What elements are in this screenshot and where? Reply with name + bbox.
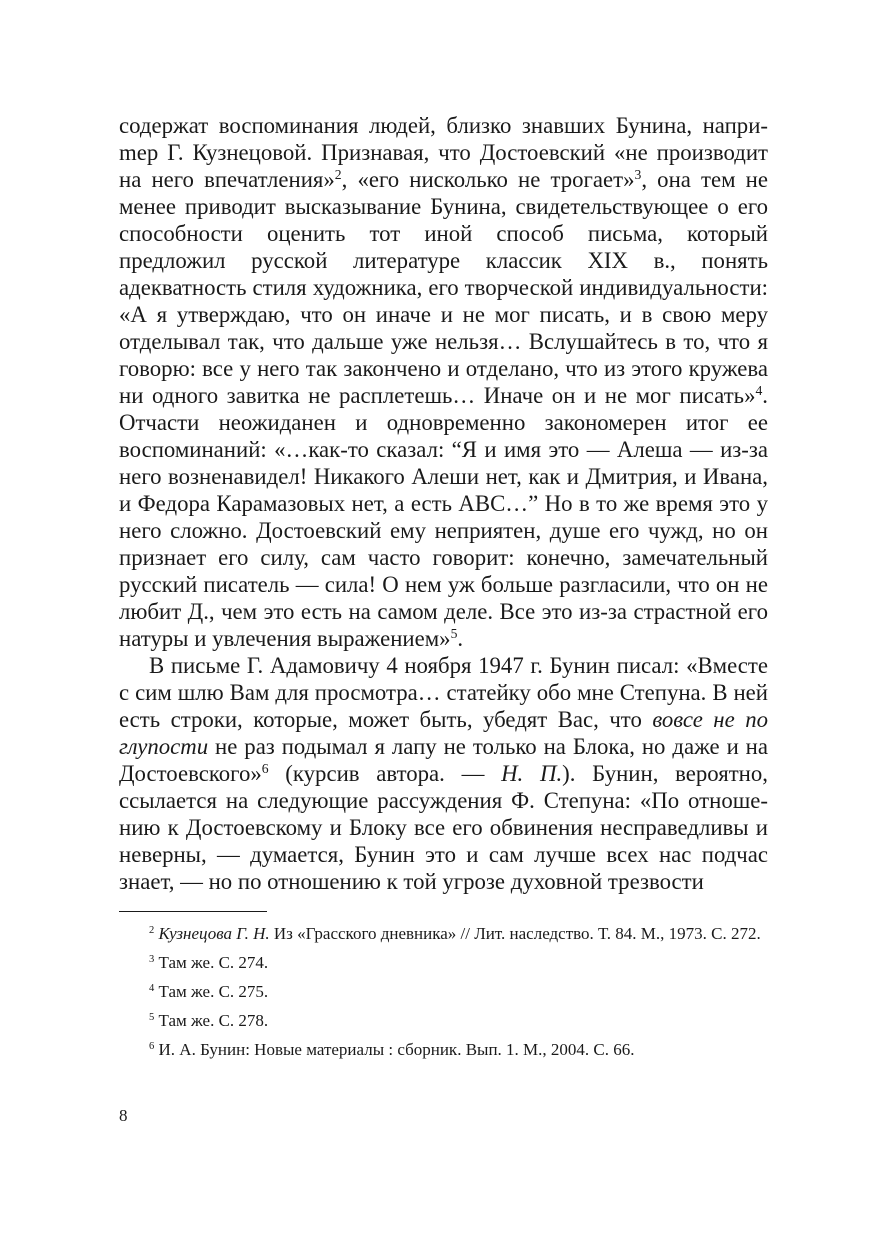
page [119,112,768,1067]
footnote-ref: 3 [634,167,642,183]
footnote-number: 2 [149,924,155,936]
footnote-ref: 5 [450,626,458,642]
footnote-text: Из «Грасского дневника» // Лит. наследство. Т. 84. М., 1973. С. 272. [269,924,761,943]
footnote-number: 5 [149,1011,155,1023]
page-number: 8 [119,1106,128,1125]
footnote-text: Там же. С. 274. [154,953,269,972]
footnote-number: 6 [149,1040,155,1052]
footnote-separator [119,911,267,912]
footnote-text: Там же. С. 278. [154,1011,269,1030]
footnote-author: Кузнецова Г. Н. [158,924,270,943]
footnote-3 [119,951,768,975]
body-text [119,112,768,895]
footnote-ref: 2 [334,167,342,183]
paragraph-1: содержат воспоминания людей, близко знавших Бунина, наприmер Г. Кузнецовой. Признавая, что Достоевский «не производит на него впечатления»$^2$, «его нисколько не трогает»$^3$, она тем не менее приводит высказывание Бунина, свидетельствующее о его способности оценить тот иной способ письма, который предложил русской литературе классик XIX в., понять адекватность стиля художника, его творческой индивидуальности: «А я утверждаю, что он иначе и не мог писать, и в свою меру отделывал так, что дальше уже нельзя… Вслушайтесь в то, что я говорю: все у него так закончено и отделано, что из этого кружева ни одного завитка не расплетешь… Иначе он и не мог писать»$^4$. Отчасти неожиданен и одновременно закономерен итог ее воспоминаний: «…как-то сказал: “Я и имя это — Алеша — из-за него возненавидел! Никакого Алеши нет, как и Дмитрия, и Ивана, и Федора Карамазовых нет, а есть АВС…” Но в то же время это у него сложно. Достоевский ему неприятен, душе его чужд, но он признает его силу, сам часто говорит: конечно, замечательный русский писатель — сила! О нем уж больше разгласили, что он не любит Д., чем это есть на самом деле. Все это из-за страстной его натуры и увлечения выражением»$^5$. [119,113,768,651]
footnote-5 [119,1009,768,1033]
footnote-2 [119,922,768,946]
footnote-ref: 6 [261,761,269,777]
italic-text: Н. П. [501,761,563,786]
footnote-number: 4 [149,982,155,994]
footnote-text: И. А. Бунин: Новые материалы : сборник. Вып. 1. М., 2004. С. 66. [154,1040,635,1059]
footnote-text: Там же. С. 275. [154,982,269,1001]
footnote-ref: 4 [755,383,763,399]
italic-text: вовсе не по глупости [119,707,768,759]
footnote-number: 3 [149,953,155,965]
paragraph-2: В письме Г. Адамовичу 4 ноября 1947 г. Бунин писал: «Вместе с сим шлю Вам для просмотра… статейку обо мне Степуна. В ней есть строки, которые, может быть, убедят Вас, что вовсе не по глупости не раз подымал я лапу не только на Блока, но даже и на Достоевского»$^6$ (курсив автора. — Н. П.). Бунин, вероятно, ссылается на следующие рассуждения Ф. Степуна: «По отношению к Достоевскому и Блоку все его обвинения несправедливы и неверны, — думается, Бунин это и сам лучше всех нас подчас знает, — но по отношению к той угрозе духовной трезвости [119,653,768,894]
footnote-6 [119,1038,768,1062]
footnotes [119,922,768,1062]
footnote-4 [119,980,768,1004]
